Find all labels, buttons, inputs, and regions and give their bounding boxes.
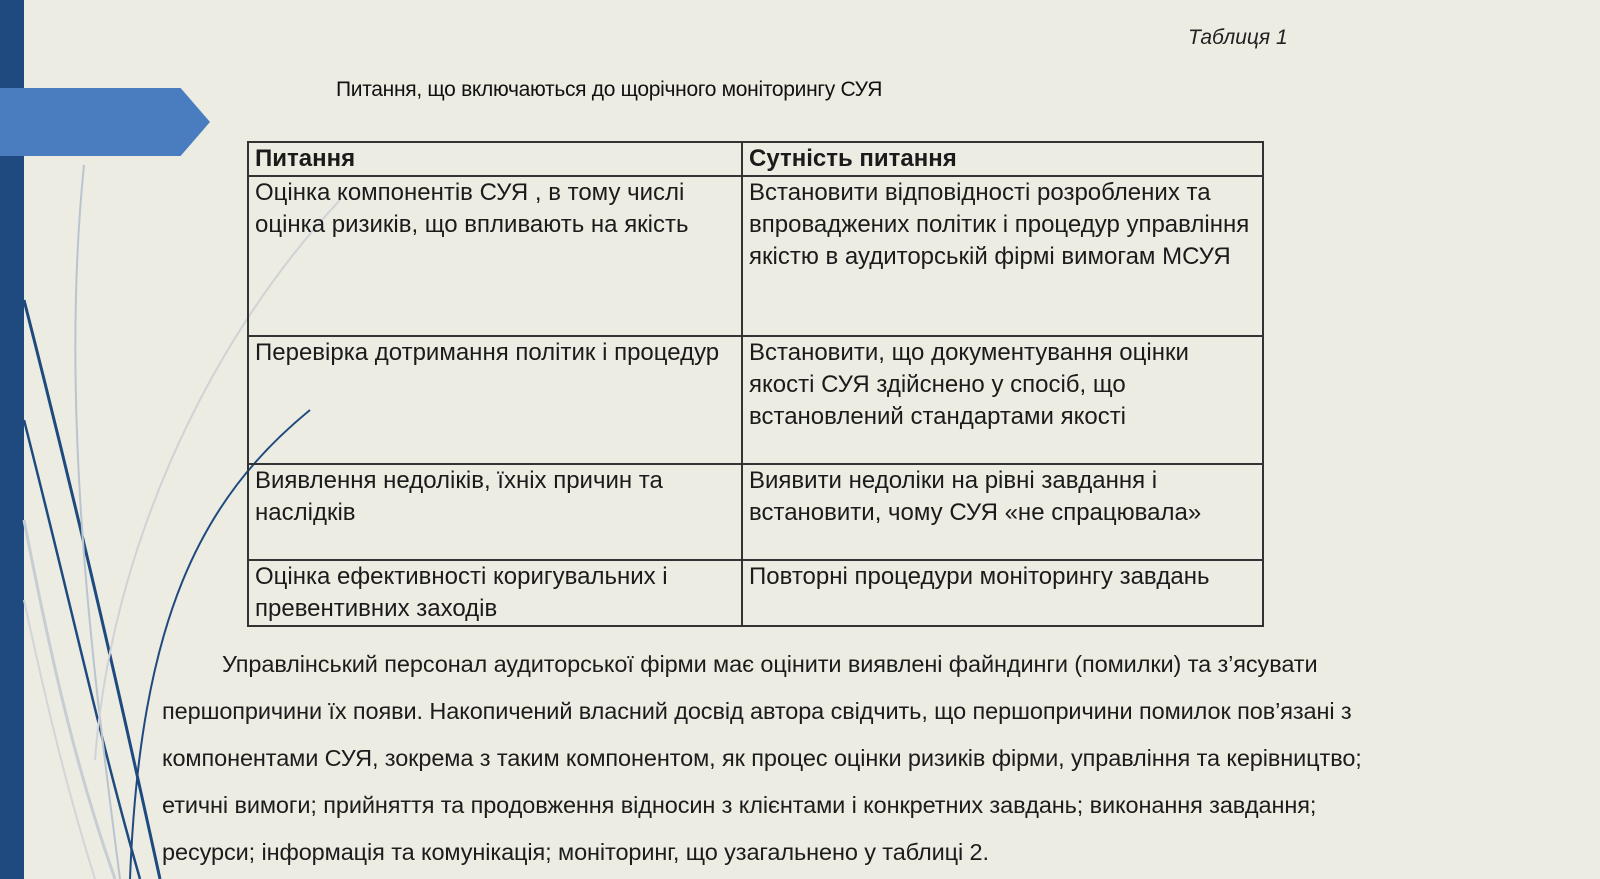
question-cell: Виявлення недоліків, їхніх причин та наслідків <box>248 464 742 560</box>
paragraph-line: компонентами СУЯ, зокрема з таким компонентом, як процес оцінки ризиків фірми, управління та керівництво; <box>162 745 1362 771</box>
essence-cell: Виявити недоліки на рівні завдання і встановити, чому СУЯ «не спрацювала» <box>742 464 1263 560</box>
paragraph-line: Управлінський персонал аудиторської фірми має оцінити виявлені файндинги (помилки) та з’ясувати <box>222 651 1318 677</box>
essence-cell: Встановити відповідності розроблених та впроваджених політик і процедур управління якістю в аудиторській фірмі вимогам МСУЯ <box>742 176 1263 336</box>
table-row <box>248 336 1263 464</box>
table-row <box>248 176 1263 336</box>
paragraph-line: етичні вимоги; прийняття та продовження відносин з клієнтами і конкретних завдань; виконання завдання; <box>162 792 1317 818</box>
paragraph-line: ресурси; інформація та комунікація; моніторинг, що узагальнено у таблиці 2. <box>162 839 989 865</box>
essence-cell: Встановити, що документування оцінки якості СУЯ здійснено у спосіб, що встановлений стандартами якості <box>742 336 1263 464</box>
body-paragraph <box>162 641 1562 876</box>
arrow-decoration <box>0 88 210 156</box>
table-row <box>248 560 1263 626</box>
table-header-row <box>248 142 1263 176</box>
question-cell: Оцінка ефективності коригувальних і превентивних заходів <box>248 560 742 626</box>
table-row <box>248 464 1263 560</box>
question-cell: Перевірка дотримання політик і процедур <box>248 336 742 464</box>
question-cell: Оцінка компонентів СУЯ , в тому числі оцінка ризиків, що впливають на якість <box>248 176 742 336</box>
table-heading: Питання, що включаються до щорічного моніторингу СУЯ <box>336 78 883 101</box>
header-question: Питання <box>248 142 742 176</box>
paragraph-line: першопричини їх появи. Накопичений власний досвід автора свідчить, що першопричини помилок пов’язані з <box>162 698 1352 724</box>
essence-cell: Повторні процедури моніторингу завдань <box>742 560 1263 626</box>
header-essence: Сутність питання <box>742 142 1263 176</box>
table-caption: Таблиця 1 <box>1188 26 1288 49</box>
monitoring-table <box>247 141 1264 627</box>
